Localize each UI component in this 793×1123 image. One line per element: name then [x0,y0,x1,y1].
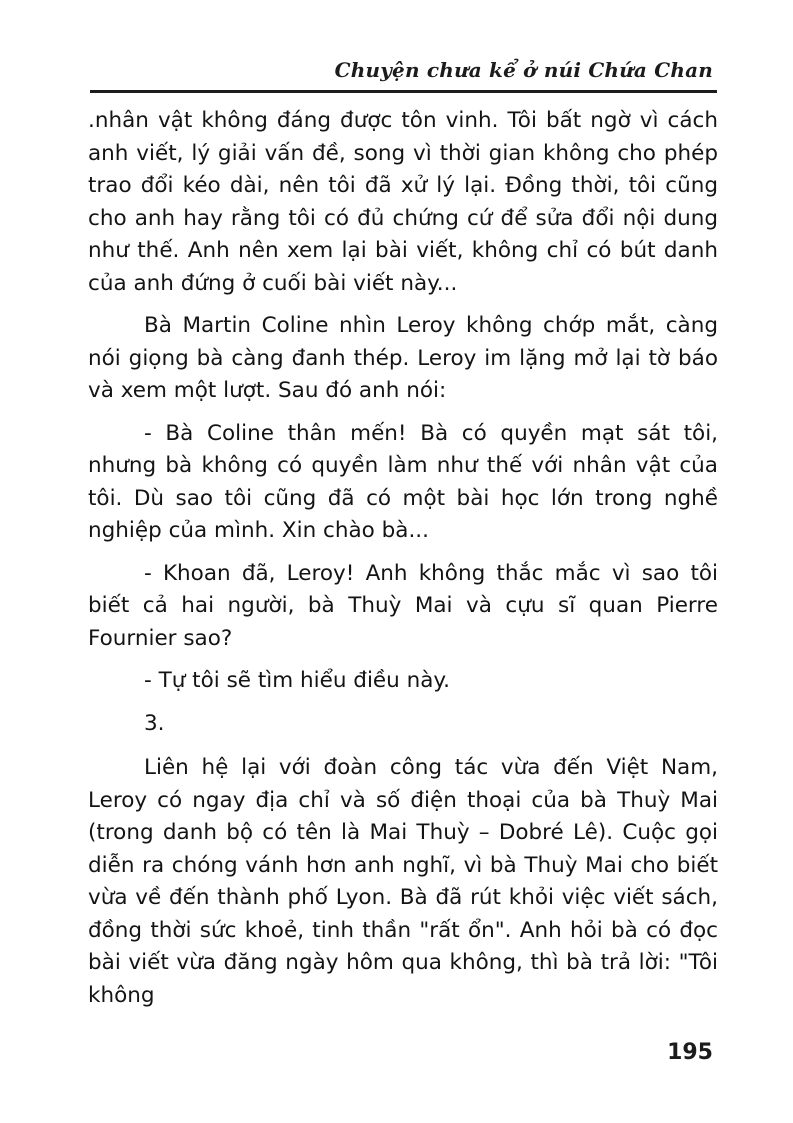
dialogue-paragraph: - Khoan đã, Leroy! Anh không thắc mắc vì sao tôi biết cả hai người, bà Thuỳ Mai và cựu sĩ quan Pierre Fournier sao? [88,560,718,651]
dialogue-paragraph: - Tự tôi sẽ tìm hiểu điều này. [144,668,450,693]
dialogue-paragraph: - Bà Coline thân mến! Bà có quyền mạt sát tôi, nhưng bà không có quyền làm như thế với nhân vật của tôi. Dù sao tôi cũng đã có một bài học lớn trong nghề nghiệp của mình. Xin chào bà... [88,420,718,543]
paragraph: Liên hệ lại với đoàn công tác vừa đến Việt Nam, Leroy có ngay địa chỉ và số điện thoại của bà Thuỳ Mai (trong danh bộ có tên là Mai Thuỳ – Dobré Lê). Cuộc gọi diễn ra chóng vánh hơn anh nghĩ, vì bà Thuỳ Mai cho biết vừa về đến thành phố Lyon. Bà đã rút khỏi việc viết sách, đồng thời sức khoẻ, tinh thần "rất ổn". Anh hỏi bà có đọc bài viết vừa đăng ngày hôm qua không, thì bà trả lời: "Tôi không [88,755,718,1008]
page-number: 195 [667,1040,713,1065]
header-divider [90,90,717,93]
section-number: 3. [144,710,165,736]
paragraph: Bà Martin Coline nhìn Leroy không chớp mắt, càng nói giọng bà càng đanh thép. Leroy im lặng mở lại tờ báo và xem một lượt. Sau đó anh nói: [88,313,718,403]
body-text [88,105,718,1022]
paragraph-continued: .nhân vật không đáng được tôn vinh. Tôi bất ngờ vì cách anh viết, lý giải vấn đề, song vì thời gian không cho phép trao đổi kéo dài, nên tôi đã xử lý lại. Đồng thời, tôi cũng cho anh hay rằng tôi có đủ chứng cứ để sửa đổi nội dung như thế. Anh nên xem lại bài viết, không chỉ có bút danh của anh đứng ở cuối bài viết này... [88,108,718,296]
running-header-title: Chuyện chưa kể ở núi Chứa Chan [334,58,713,82]
